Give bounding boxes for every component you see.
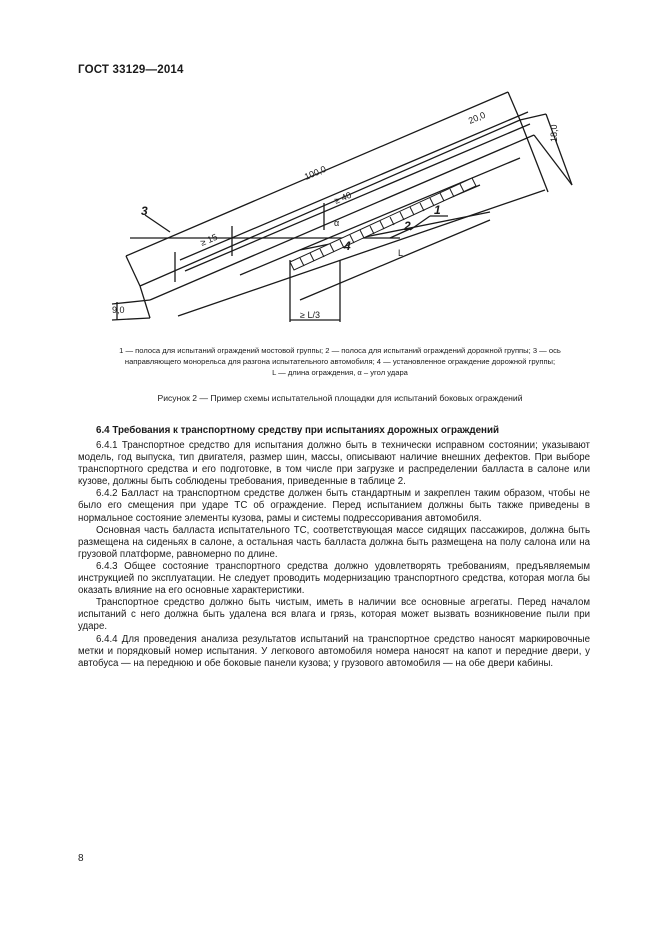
strip-upper-edge — [140, 120, 520, 286]
strip-inner-line-2 — [185, 124, 530, 271]
dim-lane-width-9: 9,0 — [112, 305, 125, 315]
dim-overall-length: 100,0 — [302, 163, 328, 182]
document-header: ГОСТ 33129—2014 — [78, 64, 184, 76]
figure-caption: Рисунок 2 — Пример схемы испытательной площадки для испытаний боковых ограждений — [157, 393, 523, 403]
section-title: 6.4 Требования к транспортному средству при испытаниях дорожных ограждений — [96, 425, 500, 436]
dim-min-length-15: ≥ 15 — [198, 231, 219, 248]
legend-line: направляющего монорельса для разгона испытательного автомобиля; 4 — установленное ограждение дорожной группы; — [124, 357, 556, 366]
callout-1: 1 — [434, 203, 441, 217]
callout-3: 3 — [141, 204, 148, 218]
legend-line: L — длина ограждения, α – угол удара — [272, 368, 408, 377]
strip-right-edge — [520, 120, 548, 192]
paragraph: 6.4.3 Общее состояние транспортного средства должно удовлетворять требованиям, предъявляемым инструкцией по эксплуатации. Не следует проводить модернизацию транспортного средства, которая могла бы оказать влияние на его основные характеристики. — [78, 560, 590, 597]
paragraph: Основная часть балласта испытательного ТС, соответствующая массе сидящих пассажиров, должна быть размещена на сиденьях в салоне, а остальная часть балласта должна быть размещена на полу салона или на грузовой платформе, равномерно по длине. — [78, 524, 590, 560]
dim-min-length-40: ≥ 40 — [332, 189, 353, 206]
paragraph: 6.4.2 Балласт на транспортном средстве должен быть стандартным и закреплен таким образом, чтобы не было его смещения при ударе ТС об ограждение. Перед испытанием должны быть также приведены в нормальное состояние элементы кузова, рамы и системы подрессоривания автомобиля. — [78, 488, 590, 524]
dim-barrier-length: L — [398, 248, 404, 258]
test-site-diagram — [0, 0, 661, 340]
dim-end-width: 20,0 — [466, 109, 487, 126]
dim-lane-width-18: 18,0 — [549, 124, 559, 142]
strip-left-edge — [140, 286, 150, 318]
page-number: 8 — [78, 853, 84, 864]
paragraph: 6.4.4 Для проведения анализа результатов испытаний на транспортное средство наносят маркировочные метки и порядковый номер испытания. У легкового автомобиля номера наносят на капот и передние двери, у автобуса — на переднюю и обе боковые панели кузова; у грузового автомобиля — на обе двери кабины. — [78, 633, 590, 669]
dim-min-l3: ≥ L/3 — [300, 310, 320, 320]
paragraph: Транспортное средство должно быть чистым, иметь в наличии все основные агрегаты. Перед началом испытаний с него должна быть удалена вся влага и грязь, которая может вызвать возникновение пыли при ударе. — [78, 597, 590, 633]
callout-2: 2 — [404, 219, 411, 233]
paragraph: 6.4.1 Транспортное средство для испытания должно быть в технически исправном состоянии; указывают модель, год выпуска, тип двигателя, размер шин, массы, описывают наличие внешних дефектов. При выборе транспортного средства и его подготовке, в том числе при загрузке и распределении балласта в салоне или кузове, должны быть соблюдены требования, приведенные в таблице 2. — [78, 440, 590, 488]
section-body — [78, 440, 590, 670]
callout-4: 4 — [344, 239, 351, 253]
figure-legend — [82, 345, 598, 378]
legend-line: 1 — полоса для испытаний ограждений мостовой группы; 2 — полоса для испытаний ограждений дорожной группы; 3 — ось — [119, 346, 561, 355]
barrier-l-line — [300, 220, 490, 300]
strip-lower-edge — [150, 135, 534, 300]
installed-barrier — [290, 178, 476, 270]
dim-angle: α — [334, 218, 340, 228]
